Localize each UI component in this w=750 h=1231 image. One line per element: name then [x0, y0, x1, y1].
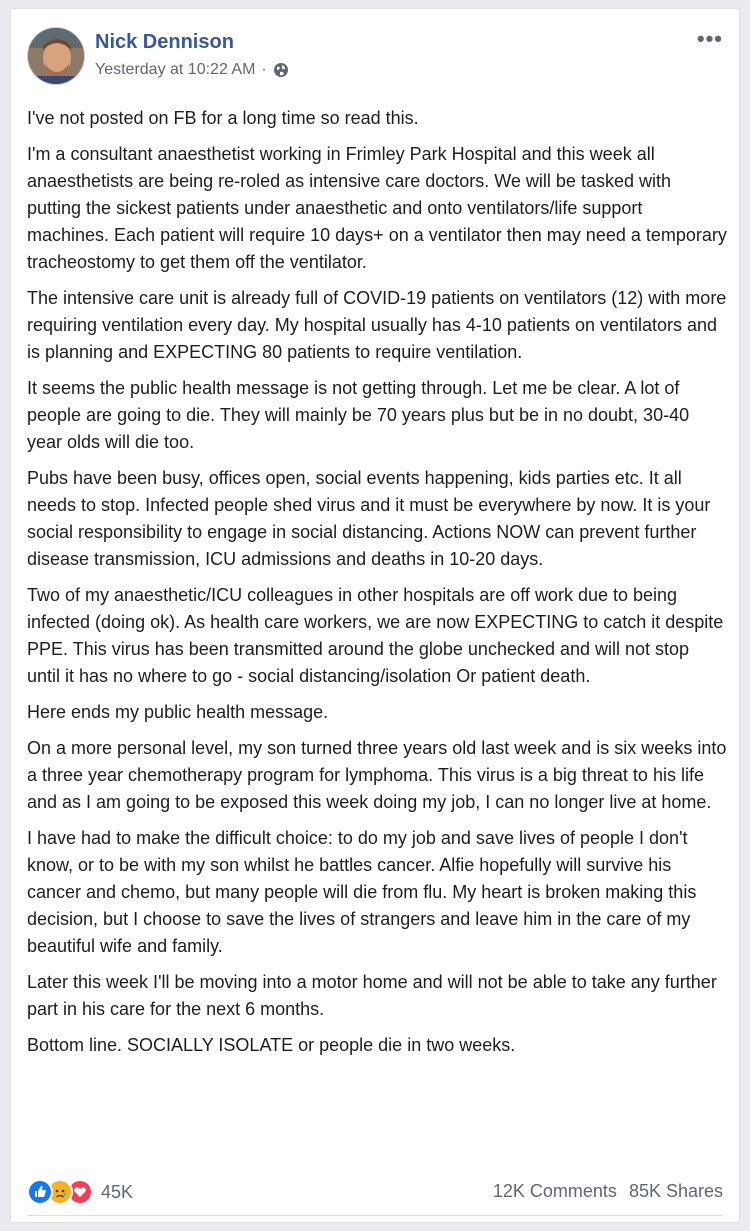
post-timestamp[interactable]: Yesterday at 10:22 AM [95, 61, 256, 78]
post-body [27, 105, 727, 1068]
avatar-image [28, 28, 85, 85]
post-paragraph: Later this week I'll be moving into a motor home and will not be able to take any further part in his care for the next 6 months. [27, 972, 717, 1019]
meta-separator: · [261, 61, 267, 78]
author-name[interactable]: Nick Dennison [95, 31, 234, 53]
post-meta [95, 61, 289, 79]
reaction-count: 45K [101, 1181, 134, 1202]
like-icon [27, 1179, 53, 1205]
shares-count[interactable]: 85K Shares [628, 1181, 723, 1201]
post-footer [27, 1175, 723, 1211]
globe-icon[interactable] [273, 62, 289, 78]
post-paragraph: I have had to make the difficult choice: to do my job and save lives of people I don't know, or to be with my son whilst he battles cancer. Alfie hopefully will survive his cancer and chemo, but many people will die from flu. My heart is broken making this decision, but I choose to save the lives of strangers and leave him in the care of my beautiful wife and family. [27, 828, 697, 956]
post-paragraph: Two of my anaesthetic/ICU colleagues in other hospitals are off work due to being infected (doing ok). As health care workers, we are now EXPECTING to catch it despite PPE. This virus has been transmitted around the globe unchecked and will not stop until it has no where to go - social distancing/isolation Or patient death. [27, 585, 724, 686]
post-paragraph: Bottom line. SOCIALLY ISOLATE or people die in two weeks. [27, 1035, 516, 1055]
engagement-counts [493, 1181, 723, 1202]
post-card [10, 8, 740, 1223]
post-paragraph: I'm a consultant anaesthetist working in Frimley Park Hospital and this week all anaesthetists are being re-roled as intensive care doctors. We will be tasked with putting the sickest patients under anaesthetic and onto ventilators/life support machines. Each patient will require 10 days+ on a ventilator then may need a temporary tracheostomy to get them off the ventilator. [27, 144, 727, 272]
post-paragraph: Pubs have been busy, offices open, social events happening, kids parties etc. It all needs to stop. Infected people shed virus and it must be everywhere by now. It is your social responsibility to engage in social distancing. Actions NOW can prevent further disease transmission, ICU admissions and deaths in 10-20 days. [27, 468, 711, 569]
post-paragraph: I've not posted on FB for a long time so read this. [27, 108, 419, 128]
footer-divider [27, 1215, 723, 1216]
more-horizontal-icon: ••• [696, 26, 723, 51]
reactions-summary[interactable] [27, 1179, 133, 1205]
more-options-button[interactable] [696, 26, 723, 51]
post-paragraph: The intensive care unit is already full of COVID-19 patients on ventilators (12) with more requiring ventilation every day. My hospital usually has 4-10 patients on ventilators and is planning and EXPECTING 80 patients to require ventilation. [27, 288, 727, 362]
post-paragraph: Here ends my public health message. [27, 702, 329, 722]
comments-count[interactable]: 12K Comments [492, 1181, 617, 1201]
post-paragraph: On a more personal level, my son turned three years old last week and is six weeks into a three year chemotherapy program for lymphoma. This virus is a big threat to his life and as I am going to be exposed this week doing my job, I can no longer live at home. [27, 738, 727, 812]
post-paragraph: It seems the public health message is not getting through. Let me be clear. A lot of people are going to die. They will mainly be 70 years plus but be in no doubt, 30-40 year olds will die too. [27, 378, 690, 452]
avatar[interactable] [27, 27, 85, 85]
post-header [27, 27, 723, 89]
